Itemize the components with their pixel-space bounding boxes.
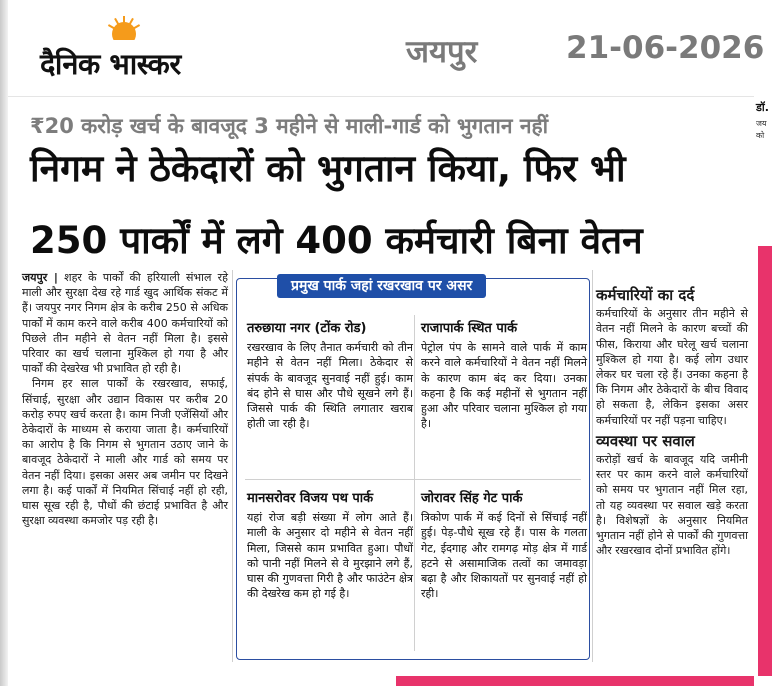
infobox-divider [245,479,581,480]
headline-line-2: 250 पार्कों में लगे 400 कर्मचारी बिना वेतन [30,219,643,262]
sun-icon [102,16,146,40]
park-item [421,491,587,601]
park-item [421,321,587,431]
sidebar-column [596,288,748,558]
park-text: त्रिकोण पार्क में कई दिनों से सिंचाई नहीं हुई। पेड़-पौधे सूख रहे हैं। पास के गलता गेट, ईदगाह और रामगढ़ मोड़ क्षेत्र में गार्ड हटने से असामाजिक तत्वों का जमावड़ा बढ़ा है और शिकायतों पर सुनवाई नहीं हो रही। [421,511,587,601]
article-kicker: ₹20 करोड़ खर्च के बावजूद 3 महीने से माली-गार्ड को भुगतान नहीं [30,114,549,138]
column-divider [592,270,593,662]
park-heading: राजापार्क स्थित पार्क [421,321,518,336]
brand-name: दैनिक भास्कर [40,47,181,81]
park-item [247,321,413,431]
page-fold-shadow [0,0,8,686]
sidebar-text: करोड़ों खर्च के बावजूद यदि जमीनी स्तर पर काम करने वाले कर्मचारियों को समय पर भुगतान नहीं मिल रहा, तो यह व्यवस्था पर सवाल खड़े करता है। विशेषज्ञों के अनुसार नियमित भुगतान नहीं होने से पार्कों की गुणवत्ता और रखरखाव दोनों प्रभावित होंगे। [596,453,748,558]
park-heading: जोरावर सिंह गेट पार्क [421,491,523,506]
masthead [8,0,772,97]
park-text: पेट्रोल पंप के सामने वाले पार्क में काम करने वाले कर्मचारियों ने वेतन नहीं मिलने के कारण काम बंद कर दिया। उनका कहना है कि कई महीनों से भुगतान नहीं हुआ और परिवार चलाना मुश्किल हो गया है। [421,341,587,431]
adjacent-article-title: डॉ. [756,101,769,114]
sidebar-heading: कर्मचारियों का दर्द [596,286,695,304]
column-divider [232,270,233,662]
sidebar-heading: व्यवस्था पर सवाल [596,431,695,450]
infobox-title: प्रमुख पार्क जहां रखरखाव पर असर [277,274,486,298]
park-heading: तरुछाया नगर (टोंक रोड) [247,321,367,336]
body-paragraph: निगम हर साल पार्कों के रखरखाव, सफाई, सिंचाई, सुरक्षा और उद्यान विकास पर करीब 20 करोड़ रुपए खर्च करता है। काम निजी एजेंसियों और ठेकेदारों के माध्यम से कराया जाता है। कर्मचारियों का आरोप है कि निगम से भुगतान उठाए जाने के बावजूद ठेकेदारों ने माली और गार्ड को समय पर वेतन नहीं दिया। इसका असर अब जमीन पर दिखने लगा है। कई पार्कों में नियमित सिंचाई नहीं हो रही, घास सूख रही है, पौधों की छंटाई प्रभावित है और सुरक्षा व्यवस्था कमजोर पड़ रही है। [22,377,228,528]
body-paragraph [22,270,228,376]
park-heading: मानसरोवर विजय पथ पार्क [247,491,374,506]
dateline: जयपुर | [22,271,58,284]
park-item [247,491,413,601]
advertisement-strip [396,676,754,686]
body-text: शहर के पार्कों की हरियाली संभाल रहे माली और सुरक्षा देख रहे गार्ड खुद आर्थिक संकट में हैं। जयपुर नगर निगम क्षेत्र के करीब 250 से अधिक पार्कों में काम करने वाले करीब 400 कर्मचारियों को पिछले तीन महीने से वेतन नहीं मिला है। इससे परिवार का खर्च चलाना मुश्किल हो गया है और पार्कों की देखरेख भी प्रभावित हो रही है। [22,271,228,376]
headline-line-1: निगम ने ठेकेदारों को भुगतान किया, फिर भी [30,147,626,190]
main-story-column [22,270,228,528]
edition-date: 21-06-2026 [566,30,765,66]
park-text: यहां रोज बड़ी संख्या में लोग आते हैं। माली के अनुसार दो महीने से वेतन नहीं मिला, जिससे काम प्रभावित हुआ। पौधों को पानी नहीं मिलने से वे मुरझाने लगे हैं, घास की गुणवत्ता गिरी है और फाउंटेन क्षेत्र की देखरेख कम हो गई है। [247,511,413,601]
edition-city: जयपुर [406,34,478,70]
parks-infobox [236,278,590,660]
park-text: रखरखाव के लिए तैनात कर्मचारी को तीन महीने से वेतन नहीं मिला। ठेकेदार से संपर्क के बावजूद सुनवाई नहीं हुई। काम बंद होने से घास और पौधे सूखने लगे हैं। जिससे पार्क की स्थिति लगातार खराब होती जा रही है। [247,341,413,431]
adjacent-article-clip [754,96,772,686]
sidebar-text: कर्मचारियों के अनुसार तीन महीने से वेतन नहीं मिलने के कारण बच्चों की फीस, किराया और घरेलू खर्च चलाना मुश्किल हो गया है। कई लोग उधार लेकर घर चला रहे हैं। उनका कहना है कि निगम और ठेकेदारों के बीच विवाद हो सकता है, लेकिन इसका असर कर्मचारियों पर नहीं पड़ना चाहिए। [596,307,748,427]
adjacent-article-text: को [756,131,765,140]
advertisement-strip [758,246,772,676]
infobox-divider [414,315,415,651]
adjacent-article-text: जय [756,119,767,128]
